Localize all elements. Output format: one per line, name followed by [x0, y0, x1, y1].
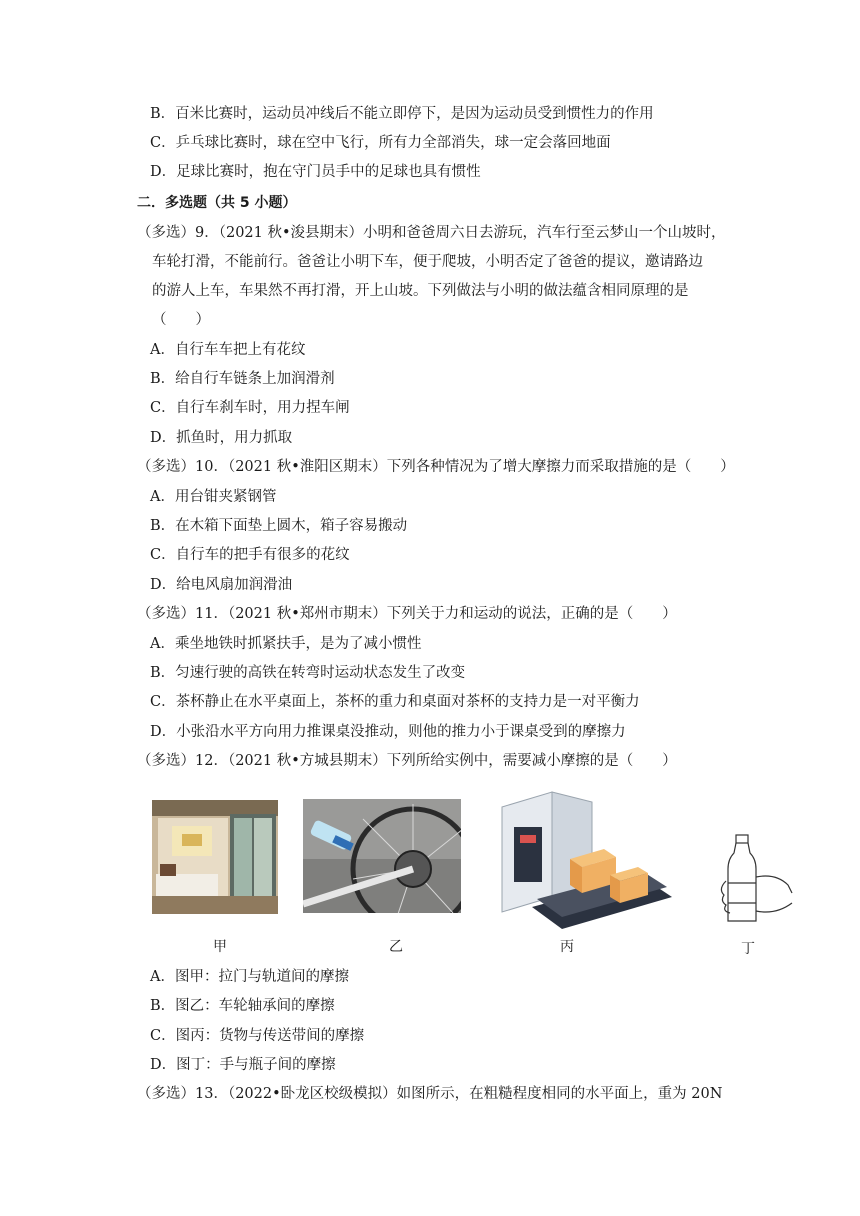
question-11-option-c: C．茶杯静止在水平桌面上，茶杯的重力和桌面对茶杯的支持力是一对平衡力 [150, 694, 640, 710]
question-12-option-d: D．图丁：手与瓶子间的摩擦 [150, 1057, 336, 1073]
figure-caption-ding: 丁 [741, 941, 755, 957]
question-10-option-c: C．自行车的把手有很多的花纹 [150, 547, 350, 563]
question-10-option-d: D．给电风扇加润滑油 [150, 577, 293, 593]
question-9-answer-blank: （ ） [152, 312, 210, 328]
figure-bing-conveyor-belt [492, 787, 678, 931]
section-title: 二．多选题（共 5 小题） [137, 195, 297, 211]
question-10-option-a: A．用台钳夹紧钢管 [150, 489, 277, 505]
option-c: C．乒乓球比赛时，球在空中飞行，所有力全部消失，球一定会落回地面 [150, 135, 611, 151]
question-9-stem: （多选）9．（2021 秋•浚县期末）小明和爸爸周六日去游玩，汽车行至云梦山一个山坡时， [137, 225, 726, 241]
question-13-stem: （多选）13．（2022•卧龙区校级模拟）如图所示，在粗糙程度相同的水平面上，重为 20N [137, 1086, 723, 1102]
question-11-stem: （多选）11．（2021 秋•郑州市期末）下列关于力和运动的说法，正确的是（ ） [137, 606, 677, 622]
question-9-option-c: C．自行车刹车时，用力捏车闸 [150, 400, 350, 416]
figure-caption-yi: 乙 [389, 939, 403, 955]
question-9-option-b: B．给自行车链条上加润滑剂 [150, 371, 335, 387]
question-10-stem: （多选）10．（2021 秋•淮阳区期末）下列各种情况为了增大摩擦力而采取措施的是（ ） [137, 459, 735, 475]
figure-yi-bicycle-oiling [303, 799, 461, 913]
question-11-option-d: D．小张沿水平方向用力推课桌没推动，则他的推力小于课桌受到的摩擦力 [150, 724, 626, 740]
figure-caption-jia: 甲 [213, 939, 227, 955]
question-12-option-b: B．图乙：车轮轴承间的摩擦 [150, 998, 335, 1014]
question-9-option-d: D．抓鱼时，用力抓取 [150, 430, 293, 446]
question-10-option-b: B．在木箱下面垫上圆木，箱子容易搬动 [150, 518, 408, 534]
question-11-option-b: B．匀速行驶的高铁在转弯时运动状态发生了改变 [150, 665, 466, 681]
question-12-stem: （多选）12．（2021 秋•方城县期末）下列所给实例中，需要减小摩擦的是（ ） [137, 753, 677, 769]
option-b: B．百米比赛时，运动员冲线后不能立即停下，是因为运动员受到惯性力的作用 [150, 106, 654, 122]
question-9-stem-line: 的游人上车，车果然不再打滑，开上山坡。下列做法与小明的做法蕴含相同原理的是 [152, 283, 689, 299]
question-11-option-a: A．乘坐地铁时抓紧扶手，是为了减小惯性 [150, 636, 422, 652]
question-9-option-a: A．自行车车把上有花纹 [150, 342, 306, 358]
question-12-option-c: C．图丙：货物与传送带间的摩擦 [150, 1028, 365, 1044]
figure-jia-sliding-door-room [152, 800, 278, 914]
question-9-stem-line: 车轮打滑，不能前行。爸爸让小明下车，便于爬坡，小明否定了爸爸的提议，邀请路边 [152, 254, 703, 270]
question-12-option-a: A．图甲：拉门与轨道间的摩擦 [150, 969, 349, 985]
option-d: D．足球比赛时，抱在守门员手中的足球也具有惯性 [150, 164, 481, 180]
figure-caption-bing: 丙 [560, 939, 574, 955]
figure-ding-hand-bottle [716, 833, 794, 928]
